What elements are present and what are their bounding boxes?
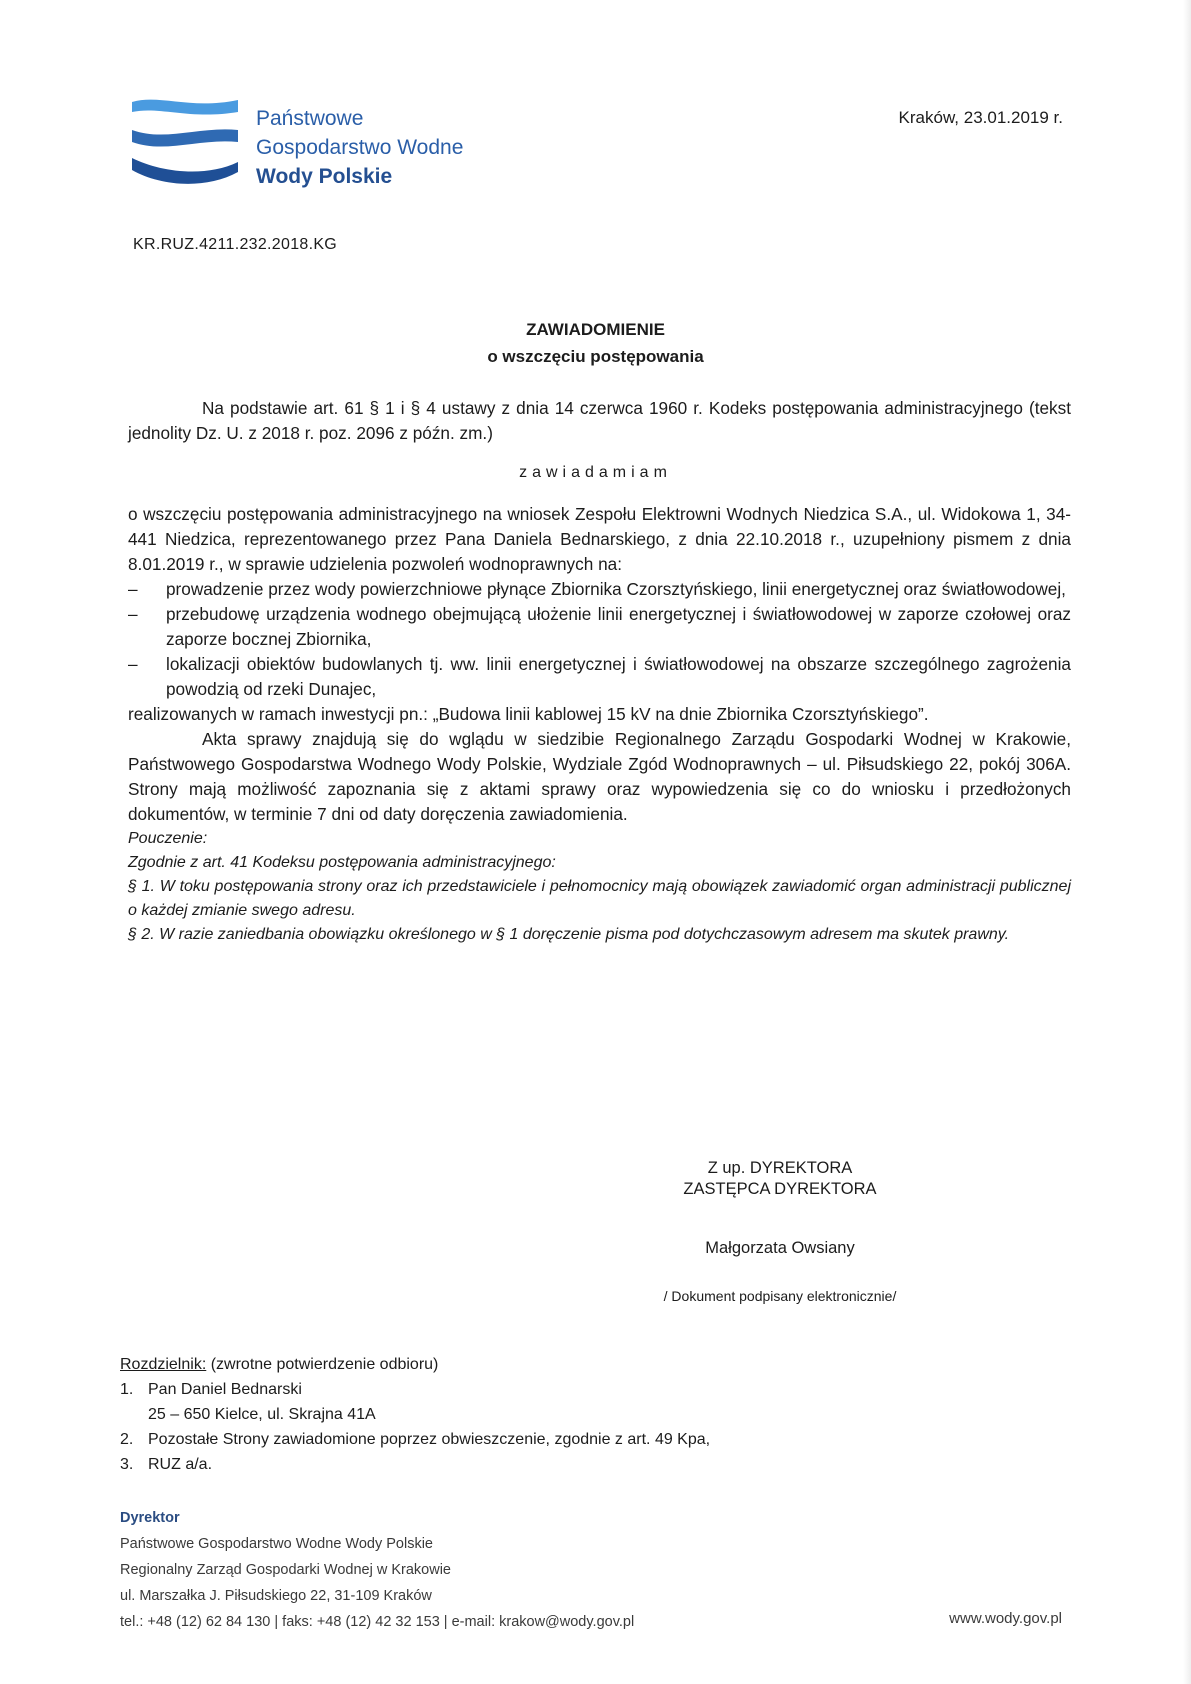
footer-website: www.wody.gov.pl bbox=[949, 1610, 1062, 1627]
zawiadamiam-heading: zawiadamiam bbox=[519, 464, 672, 481]
distribution-label-suffix: (zwrotne potwierdzenie odbioru) bbox=[206, 1356, 439, 1373]
distribution-item-sub: 25 – 650 Kielce, ul. Skrajna 41A bbox=[148, 1406, 376, 1423]
wody-polskie-logo-icon bbox=[130, 96, 242, 188]
bullet-text: przebudowę urządzenia wodnego obejmującą ułożenie linii energetycznej i światłowodowej w zaporze czołowej oraz zaporze bocznej Zbiornika, bbox=[166, 604, 1071, 649]
item-text: RUZ a/a. bbox=[148, 1456, 213, 1473]
signature-note: / Dokument podpisany elektronicznie/ bbox=[663, 1288, 897, 1304]
distribution-header bbox=[120, 1352, 710, 1377]
footer-address bbox=[120, 1505, 634, 1635]
logo-line-1: Państwowe bbox=[256, 107, 364, 130]
logo-line-3: Wody Polskie bbox=[256, 165, 393, 188]
item-number: 1. bbox=[120, 1381, 134, 1398]
footer-line-4: tel.: +48 (12) 62 84 130 | faks: +48 (12) 42 32 153 | e-mail: krakow@wody.gov.pl bbox=[120, 1614, 635, 1630]
paragraph-1: o wszczęciu postępowania administracyjnego na wniosek Zespołu Elektrowni Wodnych Niedzica S.A., ul. Widokowa 1, 34-441 Niedzica, reprezentowanego przez Pana Daniela Bednarskiego, z dnia 22.10.2018 r., uzupełniony pismem z dnia 8.01.2019 r., w sprawie udzielenia pozwoleń wodnoprawnych na: bbox=[128, 504, 1071, 574]
signatory-name: Małgorzata Owsiany bbox=[705, 1239, 855, 1257]
footer-line-3: ul. Marszałka J. Piłsudskiego 22, 31-109 Kraków bbox=[120, 1588, 432, 1604]
item-number: 2. bbox=[120, 1431, 134, 1448]
pouczenie-title: Pouczenie: bbox=[128, 830, 208, 847]
footer-heading: Dyrektor bbox=[120, 1510, 180, 1526]
pouczenie-line: Zgodnie z art. 41 Kodeksu postępowania administracyjnego: bbox=[128, 854, 556, 871]
distribution-label: Rozdzielnik: bbox=[120, 1356, 207, 1373]
logo-line-2: Gospodarstwo Wodne bbox=[256, 136, 464, 159]
pouczenie-paragraph-1: § 1. W toku postępowania strony oraz ich przedstawiciele i pełnomocnicy mają obowiązek zawiadomić organ administracji publicznej o każdej zmianie swego adresu. bbox=[128, 878, 1071, 919]
intro-paragraph: Na podstawie art. 61 § 1 i § 4 ustawy z dnia 14 czerwca 1960 r. Kodeks postępowania administracyjnego (tekst jednolity Dz. U. z 2018 r. poz. 2096 z późn. zm.) bbox=[128, 398, 1071, 443]
footer-line-2: Regionalny Zarząd Gospodarki Wodnej w Krakowie bbox=[120, 1562, 451, 1578]
item-number: 3. bbox=[120, 1456, 134, 1473]
page-edge-shadow bbox=[1183, 0, 1191, 1684]
bullet-text: prowadzenie przez wody powierzchniowe płynące Zbiornika Czorsztyńskiego, linii energetycznej oraz światłowodowej, bbox=[166, 579, 1066, 599]
bullet-item: – lokalizacji obiektów budowlanych tj. ww. linii energetycznej i światłowodowej na obszarze szczególnego zagrożenia powodzią od rzeki Dunajec, bbox=[128, 654, 1071, 699]
logo-text bbox=[256, 104, 463, 191]
paragraph-2: Akta sprawy znajdują się do wglądu w siedzibie Regionalnego Zarządu Gospodarki Wodnej w Krakowie, Państwowego Gospodarstwa Wodnego Wody Polskie, Wydziale Zgód Wodnoprawnych – ul. Piłsudskiego 22, pokój 306A. Strony mają możliwość zapoznania się z aktami sprawy oraz wypowiedzenia się co do wniosku i przedłożonych dokumentów, w terminie 7 dni od daty doręczenia zawiadomienia. bbox=[128, 729, 1071, 824]
item-text: Pozostałe Strony zawiadomione poprzez obwieszczenie, zgodnie z art. 49 Kpa, bbox=[148, 1431, 711, 1448]
main-content bbox=[128, 502, 1071, 947]
footer-line-1: Państwowe Gospodarstwo Wodne Wody Polskie bbox=[120, 1536, 433, 1552]
distribution-item bbox=[120, 1377, 710, 1402]
signature-line-1: Z up. DYREKTORA bbox=[707, 1159, 853, 1177]
distribution-item bbox=[120, 1427, 710, 1452]
pouczenie bbox=[128, 827, 1071, 947]
document-date: Kraków, 23.01.2019 r. bbox=[898, 108, 1063, 127]
reference-number: KR.RUZ.4211.232.2018.KG bbox=[133, 236, 338, 253]
title-line-2: o wszczęciu postępowania bbox=[487, 347, 704, 366]
distribution-list bbox=[120, 1352, 710, 1477]
document-title bbox=[0, 316, 1191, 370]
signature-block bbox=[650, 1158, 910, 1200]
bullet-item: – przebudowę urządzenia wodnego obejmującą ułożenie linii energetycznej i światłowodowej w zaporze czołowej oraz zaporze bocznej Zbiornika, bbox=[128, 604, 1071, 649]
item-text: Pan Daniel Bednarski bbox=[148, 1381, 302, 1398]
signature-line-2: ZASTĘPCA DYREKTORA bbox=[683, 1180, 877, 1198]
bullet-text: lokalizacji obiektów budowlanych tj. ww. linii energetycznej i światłowodowej na obszarze szczególnego zagrożenia powodzią od rzeki Dunajec, bbox=[166, 654, 1071, 699]
bullet-item: – prowadzenie przez wody powierzchniowe płynące Zbiornika Czorsztyńskiego, linii energetycznej oraz światłowodowej, bbox=[128, 579, 1066, 599]
after-bullets: realizowanych w ramach inwestycji pn.: „Budowa linii kablowej 15 kV na dnie Zbiornika Czorsztyńskiego”. bbox=[128, 704, 929, 724]
pouczenie-paragraph-2: § 2. W razie zaniedbania obowiązku określonego w § 1 doręczenie pisma pod dotychczasowym adresem ma skutek prawny. bbox=[128, 926, 1010, 943]
title-line-1: ZAWIADOMIENIE bbox=[526, 320, 665, 339]
distribution-item bbox=[120, 1452, 710, 1477]
